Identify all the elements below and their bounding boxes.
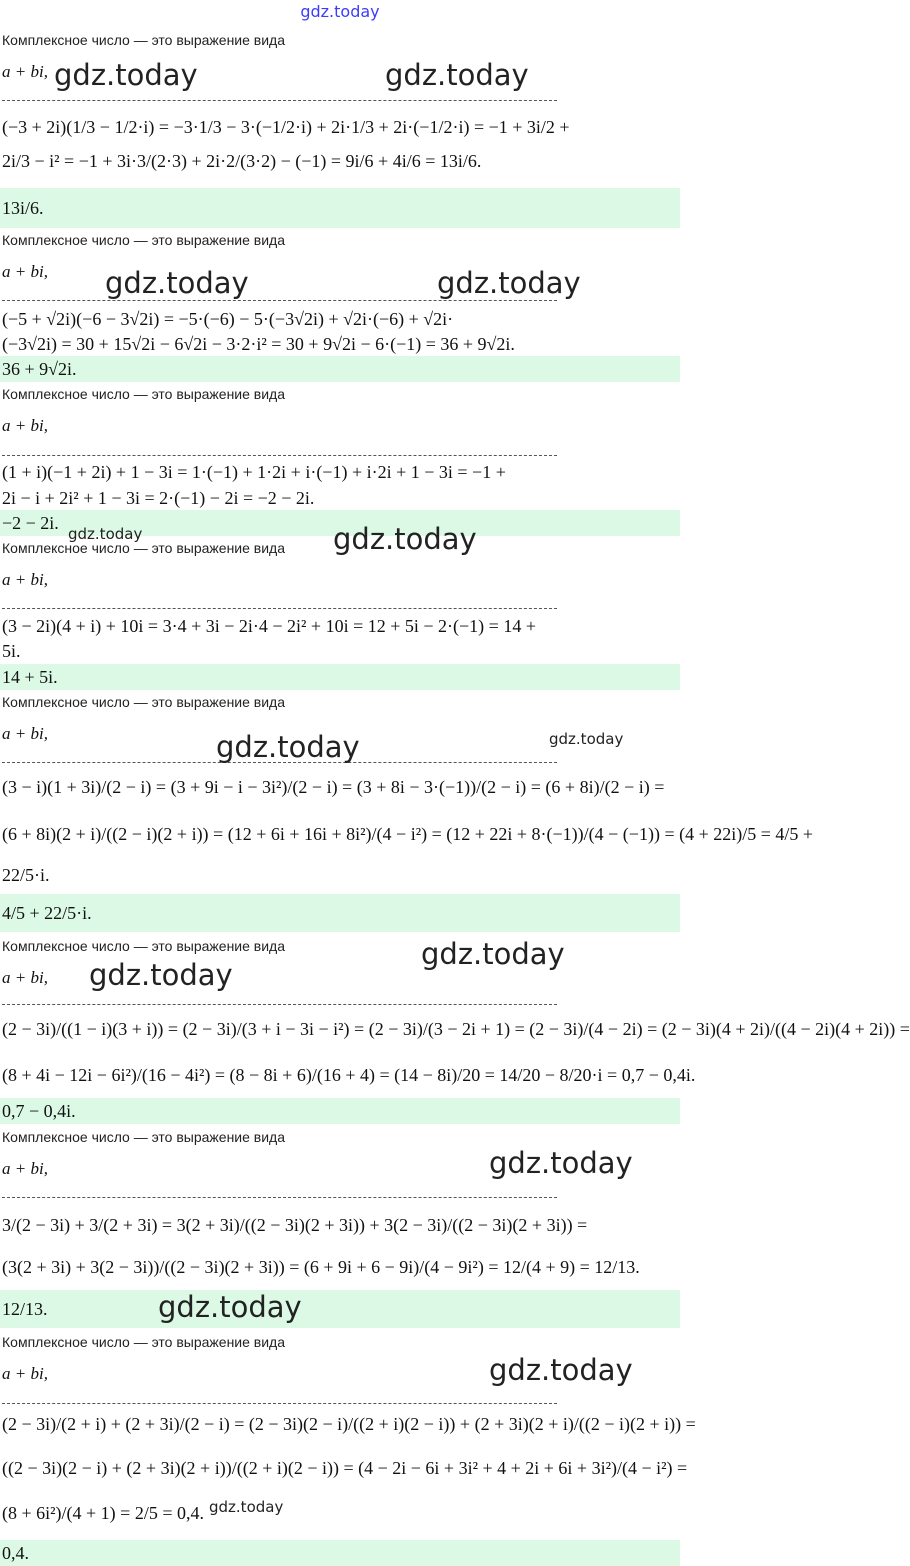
watermark: gdz.today [421, 937, 565, 971]
answer-row: 36 + 9√2i. [0, 356, 680, 382]
answer-row: 0,7 − 0,4i. [0, 1098, 680, 1124]
watermark: gdz.today [489, 1146, 633, 1180]
equation-line: (6 + 8i)(2 + i)/((2 − i)(2 + i)) = (12 + 6i + 16i + 8i²)/(4 − i²) = (12 + 22i + 8·(−1))/(4 − (−1)) = (4 + 22i)/5 = 4/5 + [2, 824, 814, 844]
equation-line: 22/5·i. [2, 865, 50, 885]
equation-line: (1 + i)(−1 + 2i) + 1 − 3i = 1·(−1) + 1·2i + i·(−1) + i·2i + 1 − 3i = −1 + [2, 462, 506, 482]
equation-line: (−3√2i) = 30 + 15√2i − 6√2i − 3·2·i² = 30 + 9√2i − 6·(−1) = 36 + 9√2i. [2, 334, 515, 354]
equation-line: 2i − i + 2i² + 1 − 3i = 2·(−1) − 2i = −2 − 2i. [2, 488, 315, 508]
watermark: gdz.today [89, 958, 233, 992]
divider [2, 455, 557, 456]
intro-text: Комплексное число — это выражение вида [2, 1334, 286, 1350]
answer-row: 14 + 5i. [0, 664, 680, 690]
watermark: gdz.today [209, 1498, 284, 1516]
equation-line: ((2 − 3i)(2 − i) + (2 + 3i)(2 + i))/((2 + i)(2 − i)) = (4 − 2i − 6i + 3i² + 4 + 2i + 6i + 3i²)/(4 − i²) = [2, 1458, 688, 1478]
watermark: gdz.today [489, 1353, 633, 1387]
equation-line: 3/(2 − 3i) + 3/(2 + 3i) = 3(2 + 3i)/((2 − 3i)(2 + 3i)) + 3(2 − 3i)/((2 − 3i)(2 + 3i)) = [2, 1215, 588, 1235]
intro-text: Комплексное число — это выражение вида [2, 232, 286, 248]
intro-text: Комплексное число — это выражение вида [2, 1129, 286, 1145]
divider [2, 1004, 557, 1005]
equation-line: (−5 + √2i)(−6 − 3√2i) = −5·(−6) − 5·(−3√2i) + √2i·(−6) + √2i· [2, 309, 454, 329]
form-text: a + bi, [2, 1364, 48, 1383]
watermark: gdz.today [54, 58, 198, 92]
answer-row: −2 − 2i. [0, 510, 680, 536]
divider [2, 300, 557, 301]
equation-line: 5i. [2, 641, 21, 661]
form-text: a + bi, [2, 62, 48, 81]
equation-line: (2 − 3i)/(2 + i) + (2 + 3i)/(2 − i) = (2 − 3i)(2 − i)/((2 + i)(2 − i)) + (2 + 3i)(2 + i)/((2 − i)(2 + i)) = [2, 1414, 696, 1434]
equation-line: (8 + 6i²)/(4 + 1) = 2/5 = 0,4. [2, 1503, 204, 1523]
form-text: a + bi, [2, 262, 48, 281]
equation-line: (2 − 3i)/((1 − i)(3 + i)) = (2 − 3i)/(3 + i − 3i − i²) = (2 − 3i)/(3 − 2i + 1) = (2 − 3i)/(4 − 2i) = (2 − 3i)(4 + 2i)/((4 − 2i)(4 + 2i)) = [2, 1019, 910, 1039]
equation-line: (−3 + 2i)(1/3 − 1/2·i) = −3·1/3 − 3·(−1/2·i) + 2i·1/3 + 2i·(−1/2·i) = −1 + 3i/2 + [2, 117, 570, 137]
site-title[interactable]: gdz.today [300, 2, 380, 21]
form-text: a + bi, [2, 416, 48, 435]
equation-line: (3(2 + 3i) + 3(2 − 3i))/((2 − 3i)(2 + 3i)) = (6 + 9i + 6 − 9i)/(4 − 9i²) = 12/(4 + 9) = 12/13. [2, 1257, 640, 1277]
intro-text: Комплексное число — это выражение вида [2, 386, 286, 402]
answer-row: 4/5 + 22/5·i. [0, 894, 680, 932]
divider [2, 608, 557, 609]
intro-text: Комплексное число — это выражение вида [2, 32, 286, 48]
equation-line: (8 + 4i − 12i − 6i²)/(16 − 4i²) = (8 − 8i + 6)/(16 + 4) = (14 − 8i)/20 = 14/20 − 8/20·i = 0,7 − 0,4i. [2, 1065, 696, 1085]
watermark: gdz.today [549, 730, 624, 748]
answer-row: 0,4. [0, 1540, 680, 1566]
watermark: gdz.today [385, 58, 529, 92]
answer-row: 12/13. [0, 1290, 680, 1328]
watermark: gdz.today [105, 266, 249, 300]
intro-text: Комплексное число — это выражение вида [2, 540, 286, 556]
intro-text: Комплексное число — это выражение вида [2, 938, 286, 954]
divider [2, 1197, 557, 1198]
equation-line: (3 − i)(1 + 3i)/(2 − i) = (3 + 9i − i − 3i²)/(2 − i) = (3 + 8i − 3·(−1))/(2 − i) = (6 + 8i)/(2 − i) = [2, 777, 665, 797]
form-text: a + bi, [2, 968, 48, 987]
intro-text: Комплексное число — это выражение вида [2, 694, 286, 710]
form-text: a + bi, [2, 724, 48, 743]
form-text: a + bi, [2, 1159, 48, 1178]
equation-line: (3 − 2i)(4 + i) + 10i = 3·4 + 3i − 2i·4 − 2i² + 10i = 12 + 5i − 2·(−1) = 14 + [2, 616, 536, 636]
watermark: gdz.today [216, 730, 360, 764]
watermark: gdz.today [333, 522, 477, 556]
watermark: gdz.today [158, 1290, 302, 1324]
form-text: a + bi, [2, 570, 48, 589]
watermark: gdz.today [68, 525, 143, 543]
answer-row: 13i/6. [0, 188, 680, 228]
equation-line: 2i/3 − i² = −1 + 3i·3/(2·3) + 2i·2/(3·2) − (−1) = 9i/6 + 4i/6 = 13i/6. [2, 151, 482, 171]
divider [2, 1403, 557, 1404]
watermark: gdz.today [437, 266, 581, 300]
divider [2, 100, 557, 101]
